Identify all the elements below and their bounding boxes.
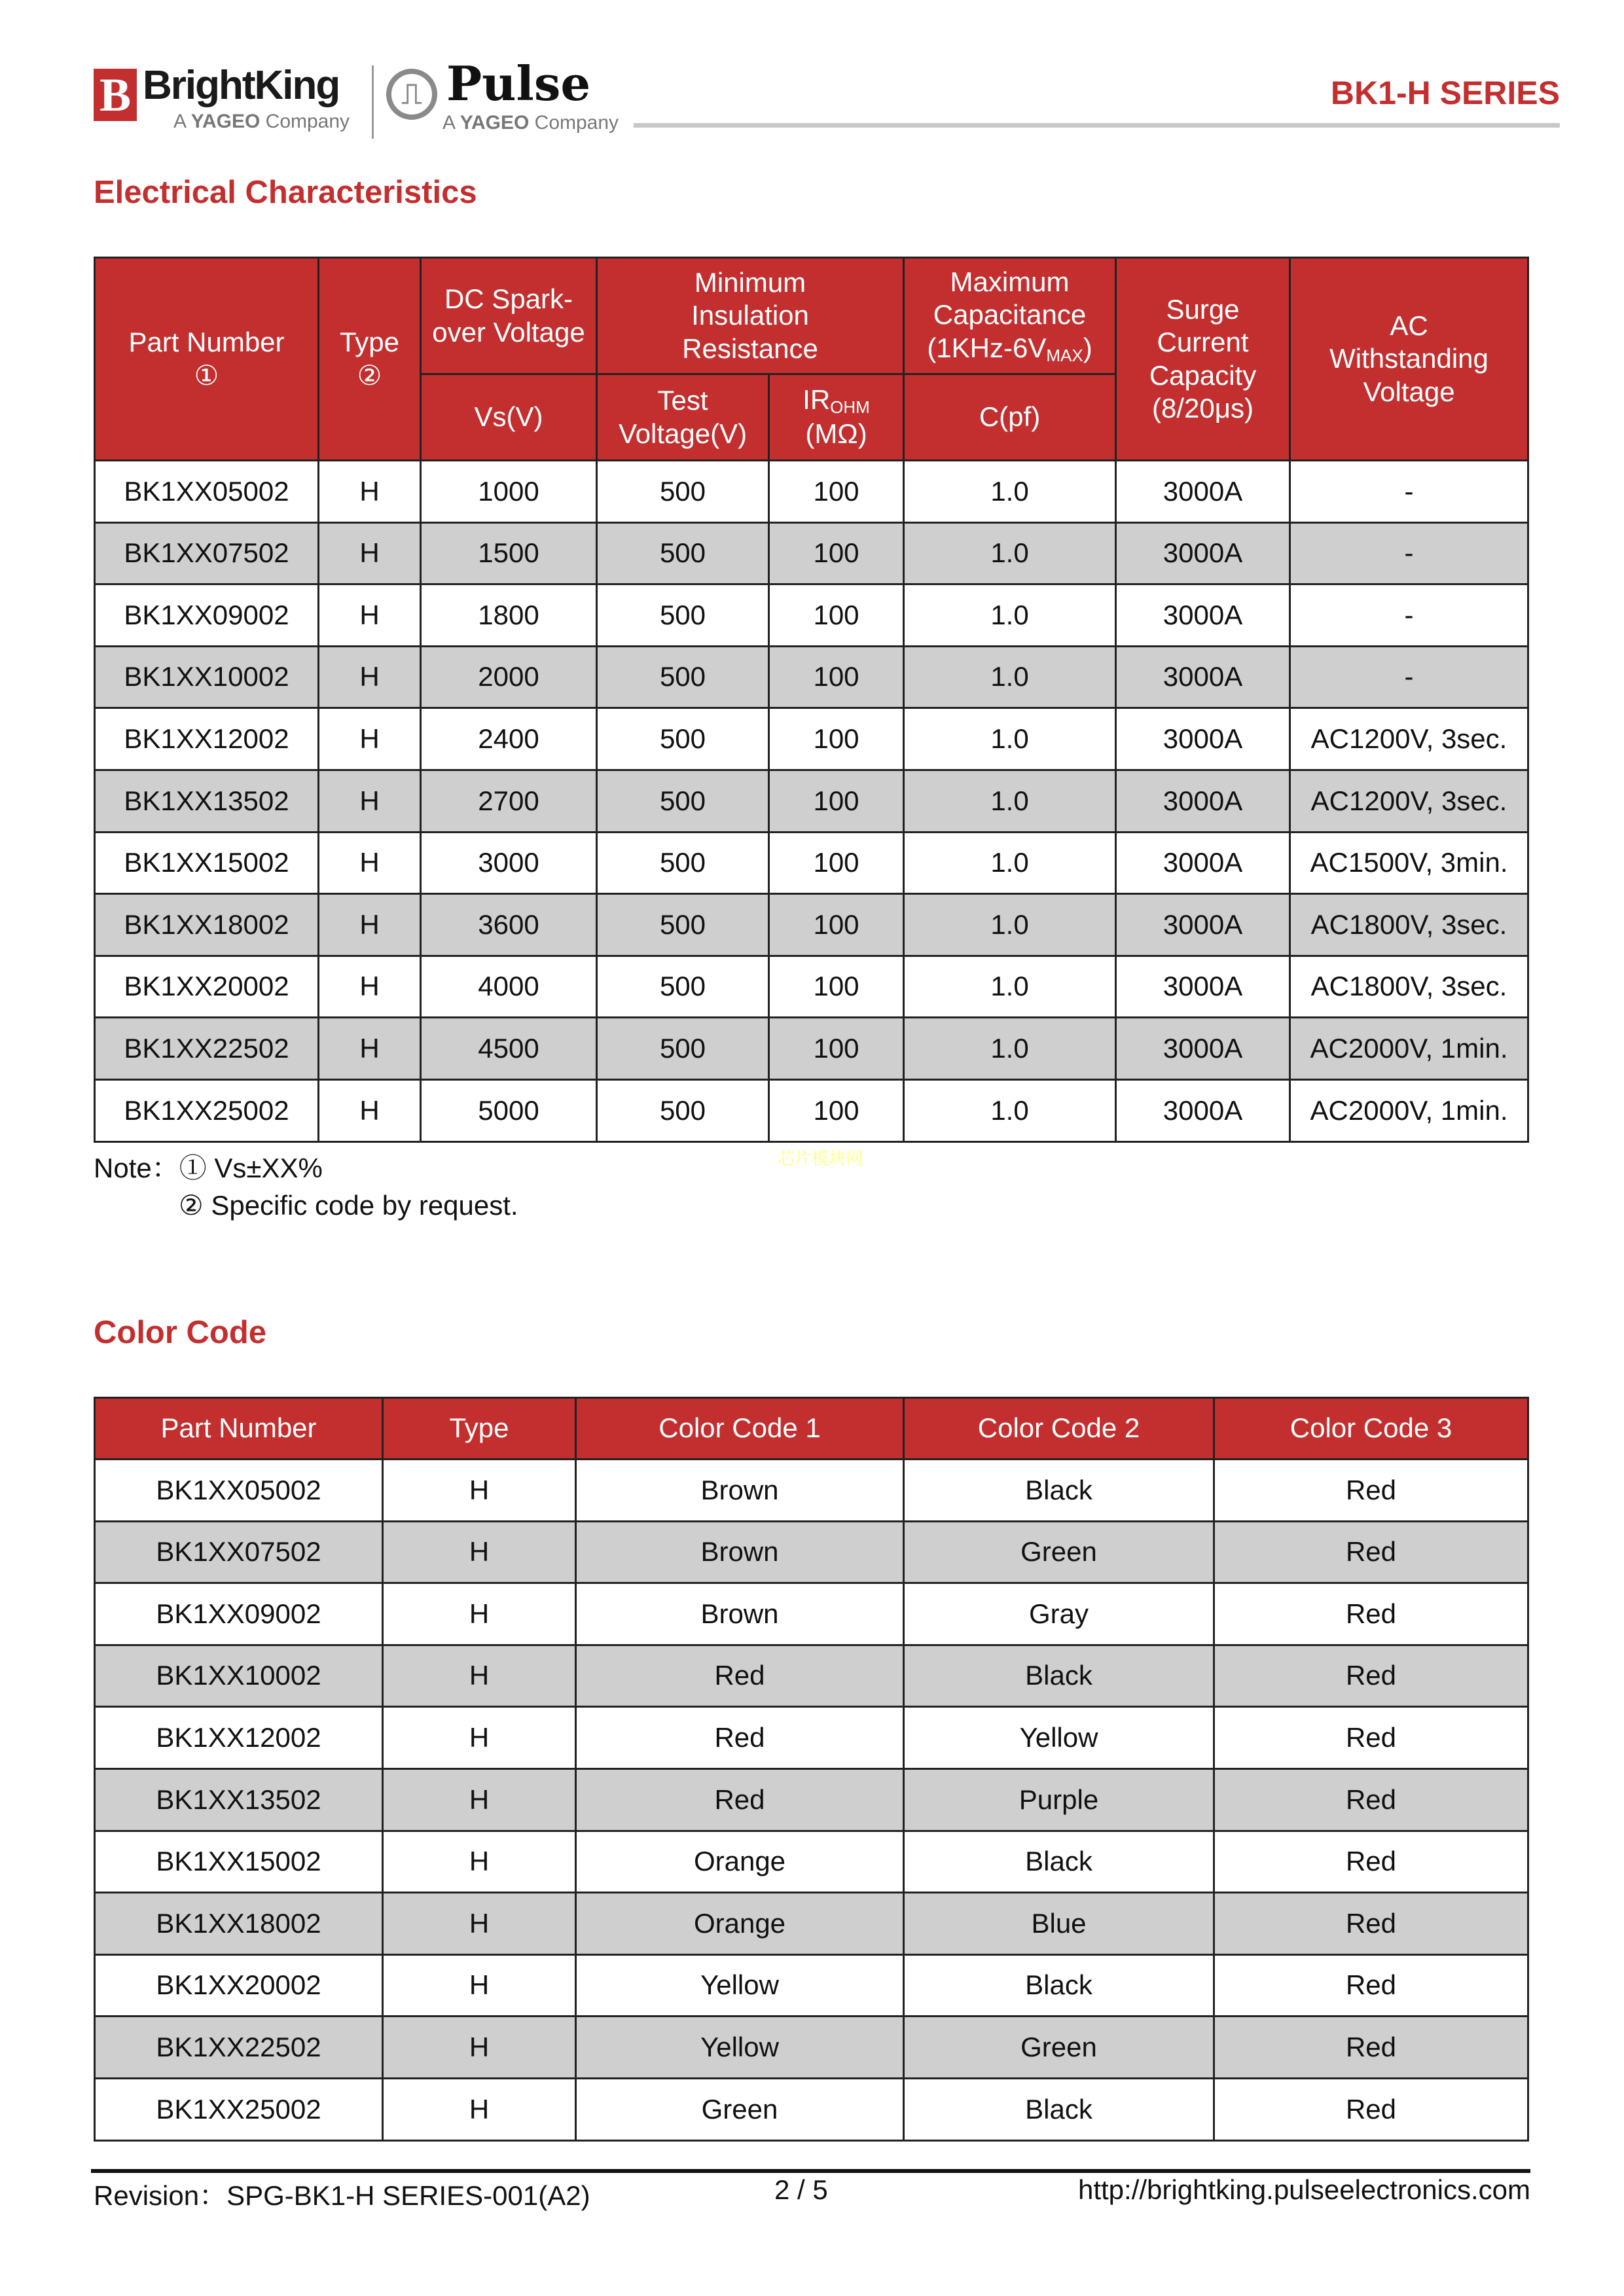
cell-capacitance: 1.0 [904,1079,1116,1141]
pulse-logo-name: Pulse [446,56,591,111]
cell-ac-withstanding: AC1500V, 3min. [1290,832,1528,894]
cell-test-voltage: 500 [597,584,769,647]
cell-ir: 100 [769,461,904,523]
brightking-logo-mark: B [94,69,137,121]
logo-sub-yageo: YAGEO [190,111,261,132]
cell-ac-withstanding: - [1290,461,1528,523]
cell-capacitance: 1.0 [904,894,1116,956]
header-color-code-1: Color Code 1 [576,1398,904,1460]
cell-surge-current: 3000A [1116,832,1290,894]
color-code-table [94,1397,1529,2142]
table-row [95,1521,1528,1583]
cell-color-code-2: Blue [904,1893,1214,1955]
electrical-table-body [95,461,1528,1142]
cell-color-code-3: Red [1214,1831,1528,1893]
header-condition: (1KHz-6V [927,332,1047,363]
cell-ir: 100 [769,770,904,832]
footer-revision: Revision：SPG-BK1-H SERIES-001(A2) [94,2180,590,2211]
cell-surge-current: 3000A [1116,461,1290,523]
cell-color-code-3: Red [1214,1954,1528,2017]
table-row [95,1018,1528,1080]
cell-capacitance: 1.0 [904,708,1116,770]
cell-color-code-3: Red [1214,2017,1528,2079]
cell-color-code-1: Red [576,1768,904,1831]
header-cpf: C(pf) [904,374,1116,461]
cell-ac-withstanding: - [1290,646,1528,708]
cell-vs: 5000 [421,1079,597,1141]
cell-test-voltage: 500 [597,522,769,584]
cell-part-number: BK1XX12002 [95,1707,383,1769]
cell-color-code-3: Red [1214,1583,1528,1645]
header-dc-spark-over: DC Spark-over Voltage [421,258,597,374]
note-1 [94,1147,323,1186]
header-rule [634,123,1560,128]
cell-vs: 2400 [421,708,597,770]
table-row [95,956,1528,1018]
cell-type: H [319,584,421,647]
cell-surge-current: 3000A [1116,770,1290,832]
cell-type: H [383,1831,576,1893]
cell-test-voltage: 500 [597,461,769,523]
cell-vs: 2700 [421,770,597,832]
cell-color-code-1: Red [576,1707,904,1769]
cell-ir: 100 [769,832,904,894]
pulse-logo-sub [442,113,619,134]
table-row [95,770,1528,832]
cell-part-number: BK1XX09002 [95,584,319,647]
cell-ir: 100 [769,956,904,1018]
cell-type: H [383,1893,576,1955]
cell-part-number: BK1XX15002 [95,1831,383,1893]
cell-surge-current: 3000A [1116,1018,1290,1080]
cell-color-code-2: Black [904,1831,1214,1893]
cell-test-voltage: 500 [597,894,769,956]
watermark: 芯片模块网 [778,1149,863,1169]
cell-color-code-3: Red [1214,1460,1528,1522]
cell-vs: 2000 [421,646,597,708]
cell-type: H [319,1018,421,1080]
cell-part-number: BK1XX12002 [95,708,319,770]
cell-color-code-1: Yellow [576,1954,904,2017]
cell-color-code-3: Red [1214,1645,1528,1707]
cell-capacitance: 1.0 [904,1018,1116,1080]
note-text: Specific code by request. [211,1190,518,1221]
cell-color-code-1: Yellow [576,2017,904,2079]
cell-capacitance: 1.0 [904,646,1116,708]
cell-type: H [383,1521,576,1583]
logo-sub-company: Company [265,111,350,132]
logo-sub-a: A [173,111,186,132]
cell-color-code-1: Red [576,1645,904,1707]
cell-type: H [319,770,421,832]
cell-color-code-2: Black [904,1645,1214,1707]
header-label: IR [803,384,831,416]
cell-part-number: BK1XX20002 [95,1954,383,2017]
cell-color-code-3: Red [1214,1521,1528,1583]
cell-surge-current: 3000A [1116,894,1290,956]
header-label: Maximum Capacitance [933,266,1087,331]
cell-part-number: BK1XX10002 [95,646,319,708]
cell-color-code-2: Yellow [904,1707,1214,1769]
cell-color-code-1: Brown [576,1521,904,1583]
brightking-logo-sub [173,111,350,132]
cell-ac-withstanding: AC1200V, 3sec. [1290,708,1528,770]
cell-surge-current: 3000A [1116,1079,1290,1141]
table-row [95,1893,1528,1955]
header-min-insulation: Minimum Insulation Resistance [597,258,904,374]
cell-type: H [319,832,421,894]
cell-type: H [383,2017,576,2079]
cell-part-number: BK1XX09002 [95,1583,383,1645]
cell-part-number: BK1XX05002 [95,461,319,523]
cell-type: H [319,522,421,584]
cell-surge-current: 3000A [1116,522,1290,584]
cell-color-code-3: Red [1214,1893,1528,1955]
cell-ac-withstanding: AC1800V, 3sec. [1290,894,1528,956]
cell-color-code-1: Brown [576,1583,904,1645]
table-row [95,1079,1528,1141]
cell-color-code-2: Green [904,2017,1214,2079]
cell-ac-withstanding: - [1290,522,1528,584]
header-max-capacitance [904,258,1116,374]
cell-surge-current: 3000A [1116,646,1290,708]
logo-divider [372,65,374,139]
header-vs: Vs(V) [421,374,597,461]
table-row [95,1460,1528,1522]
logo-sub-company: Company [534,112,619,134]
note-2 [179,1189,518,1221]
table-row [95,832,1528,894]
cell-vs: 3000 [421,832,597,894]
cell-type: H [319,1079,421,1141]
note-marker: ① [179,1153,207,1183]
cell-ac-withstanding: AC2000V, 1min. [1290,1018,1528,1080]
header-label: Type [339,327,400,358]
color-code-table-body [95,1460,1528,2141]
cell-surge-current: 3000A [1116,584,1290,647]
table-row [95,1583,1528,1645]
cell-type: H [383,1954,576,2017]
cell-ir: 100 [769,646,904,708]
color-code-title: Color Code [94,1315,267,1350]
cell-capacitance: 1.0 [904,770,1116,832]
footer-rule [91,2169,1530,2173]
note-label: Note： [94,1153,179,1183]
electrical-table [94,257,1529,1143]
cell-vs: 1000 [421,461,597,523]
cell-part-number: BK1XX07502 [95,1521,383,1583]
header-ac-withstanding: AC Withstanding Voltage [1290,258,1528,461]
cell-test-voltage: 500 [597,1079,769,1141]
cell-type: H [319,708,421,770]
table-row [95,2017,1528,2079]
table-row [95,522,1528,584]
cell-type: H [319,461,421,523]
header-ir [769,374,904,461]
cell-part-number: BK1XX10002 [95,1645,383,1707]
cell-vs: 1800 [421,584,597,647]
cell-part-number: BK1XX07502 [95,522,319,584]
header-sub: OHM [830,397,870,418]
cell-type: H [319,956,421,1018]
cell-type: H [383,1645,576,1707]
cell-part-number: BK1XX13502 [95,770,319,832]
logo-sub-yageo: YAGEO [460,112,530,134]
cell-surge-current: 3000A [1116,956,1290,1018]
header-part-number [95,258,319,461]
cell-capacitance: 1.0 [904,461,1116,523]
footnote-marker: ① [194,359,219,391]
cell-part-number: BK1XX25002 [95,1079,319,1141]
table-row [95,1768,1528,1831]
cell-test-voltage: 500 [597,956,769,1018]
cell-part-number: BK1XX18002 [95,1893,383,1955]
cell-color-code-2: Purple [904,1768,1214,1831]
series-title: BK1-H SERIES [1330,75,1560,111]
header-unit: (MΩ) [805,418,867,450]
cell-color-code-2: Gray [904,1583,1214,1645]
cell-part-number: BK1XX20002 [95,956,319,1018]
cell-test-voltage: 500 [597,832,769,894]
cell-vs: 3600 [421,894,597,956]
pulse-logo-mark-icon: ⎍ [386,69,437,120]
header-condition-close: ) [1083,332,1092,363]
cell-type: H [383,1583,576,1645]
cell-color-code-2: Green [904,1521,1214,1583]
cell-part-number: BK1XX18002 [95,894,319,956]
logo-sub-a: A [442,112,455,134]
table-row [95,1645,1528,1707]
cell-vs: 4000 [421,956,597,1018]
cell-ir: 100 [769,584,904,647]
cell-part-number: BK1XX05002 [95,1460,383,1522]
table-row [95,1831,1528,1893]
cell-ir: 100 [769,894,904,956]
table-row [95,1954,1528,2017]
cell-capacitance: 1.0 [904,832,1116,894]
footer-page-number: 2 / 5 [774,2174,828,2205]
header-sub: MAX [1046,345,1083,365]
cell-ir: 100 [769,522,904,584]
brightking-logo-name: BrightKing [143,63,340,108]
footnote-marker: ② [357,359,382,391]
header-type [319,258,421,461]
note-marker: ② [179,1190,204,1221]
header-type: Type [383,1398,576,1460]
header-color-code-3: Color Code 3 [1214,1398,1528,1460]
electrical-characteristics-title: Electrical Characteristics [94,175,477,210]
header-test-voltage: Test Voltage(V) [597,374,769,461]
cell-capacitance: 1.0 [904,956,1116,1018]
cell-vs: 4500 [421,1018,597,1080]
cell-color-code-2: Black [904,1460,1214,1522]
table-row [95,894,1528,956]
cell-ac-withstanding: AC1800V, 3sec. [1290,956,1528,1018]
cell-part-number: BK1XX13502 [95,1768,383,1831]
cell-color-code-1: Brown [576,1460,904,1522]
cell-test-voltage: 500 [597,708,769,770]
table-row [95,708,1528,770]
table-row [95,584,1528,647]
header-label: Part Number [128,327,285,358]
cell-color-code-3: Red [1214,2078,1528,2140]
cell-part-number: BK1XX22502 [95,2017,383,2079]
cell-part-number: BK1XX22502 [95,1018,319,1080]
cell-test-voltage: 500 [597,646,769,708]
cell-type: H [319,894,421,956]
header-surge-current: Surge Current Capacity (8/20μs) [1116,258,1290,461]
cell-type: H [383,2078,576,2140]
table-row [95,2078,1528,2140]
cell-vs: 1500 [421,522,597,584]
cell-color-code-2: Black [904,1954,1214,2017]
cell-ir: 100 [769,708,904,770]
cell-type: H [383,1768,576,1831]
cell-part-number: BK1XX25002 [95,2078,383,2140]
cell-part-number: BK1XX15002 [95,832,319,894]
cell-color-code-3: Red [1214,1768,1528,1831]
table-row [95,461,1528,523]
cell-test-voltage: 500 [597,1018,769,1080]
cell-ac-withstanding: AC1200V, 3sec. [1290,770,1528,832]
note-text: Vs±XX% [214,1153,323,1183]
table-row [95,1707,1528,1769]
cell-ac-withstanding: - [1290,584,1528,647]
cell-type: H [383,1460,576,1522]
header-part-number: Part Number [95,1398,383,1460]
cell-ir: 100 [769,1079,904,1141]
footer-url[interactable]: http://brightking.pulseelectronics.com [1077,2174,1530,2205]
cell-capacitance: 1.0 [904,584,1116,647]
cell-capacitance: 1.0 [904,522,1116,584]
cell-test-voltage: 500 [597,770,769,832]
header-color-code-2: Color Code 2 [904,1398,1214,1460]
cell-type: H [319,646,421,708]
cell-color-code-3: Red [1214,1707,1528,1769]
cell-color-code-2: Black [904,2078,1214,2140]
cell-surge-current: 3000A [1116,708,1290,770]
cell-color-code-1: Orange [576,1831,904,1893]
table-row [95,646,1528,708]
cell-color-code-1: Orange [576,1893,904,1955]
cell-color-code-1: Green [576,2078,904,2140]
cell-type: H [383,1707,576,1769]
cell-ac-withstanding: AC2000V, 1min. [1290,1079,1528,1141]
cell-ir: 100 [769,1018,904,1080]
